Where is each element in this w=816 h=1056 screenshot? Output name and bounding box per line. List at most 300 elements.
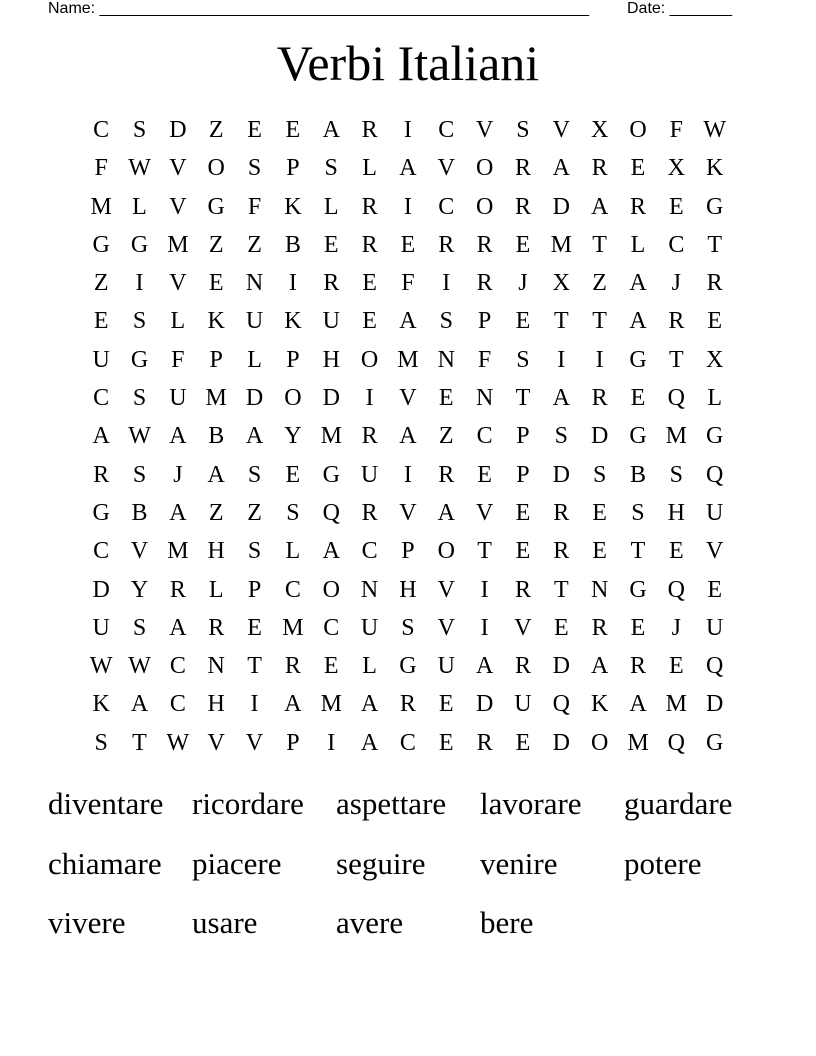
grid-cell: R [476, 270, 493, 297]
grid-cell: D [552, 193, 570, 220]
grid-cell: D [590, 423, 609, 450]
grid-cell: V [552, 117, 570, 143]
grid-cell: E [515, 499, 531, 526]
grid-row [82, 188, 734, 226]
grid-row [82, 647, 734, 685]
grid-cell: V [475, 117, 494, 143]
grid-cell: A [552, 385, 570, 412]
grid-cell: A [169, 423, 187, 450]
grid-cell: H [322, 346, 340, 373]
grid-cell: P [286, 155, 300, 182]
grid-cell: B [131, 499, 148, 526]
grid-cell: C [668, 231, 685, 258]
grid-cell: A [399, 308, 417, 335]
grid-cell: Y [284, 423, 302, 450]
grid-cell: O [629, 117, 647, 143]
grid-cell: R [514, 193, 531, 220]
grid-cell: O [590, 729, 609, 756]
word-list-item: ricordare [192, 786, 304, 821]
grid-cell: D [552, 729, 570, 756]
grid-cell: M [167, 538, 189, 565]
grid-cell: T [247, 653, 262, 680]
grid-cell: I [403, 193, 412, 220]
grid-cell: M [665, 423, 687, 450]
grid-cell: Z [247, 499, 262, 526]
grid-cell: P [247, 576, 262, 603]
grid-cell: M [550, 231, 572, 258]
grid-cell: A [169, 499, 187, 526]
grid-cell: R [169, 576, 186, 603]
grid-row [82, 149, 734, 187]
grid-cell: F [401, 270, 415, 297]
grid-cell: G [130, 231, 149, 258]
grid-cell: E [477, 461, 492, 488]
grid-cell: E [208, 270, 224, 297]
grid-cell: A [629, 308, 647, 335]
grid-cell: C [438, 117, 455, 143]
grid-cell: Y [130, 576, 149, 603]
grid-cell: O [207, 155, 225, 182]
grid-cell: G [130, 346, 149, 373]
grid-cell: H [399, 576, 417, 603]
grid-cell: K [284, 193, 302, 220]
grid-cell: A [92, 423, 110, 450]
grid-cell: E [630, 614, 646, 641]
grid-cell: E [323, 231, 339, 258]
grid-cell: E [285, 117, 301, 143]
grid-cell: S [132, 461, 147, 488]
grid-cell: U [322, 308, 340, 335]
grid-cell: V [169, 155, 187, 182]
grid-cell: G [207, 193, 225, 220]
grid-cell: G [322, 461, 340, 488]
grid-cell: Z [592, 270, 607, 297]
grid-cell: Z [208, 231, 224, 258]
grid-cell: T [515, 385, 531, 412]
grid-cell: X [552, 270, 570, 297]
grid-cell: R [399, 691, 416, 718]
grid-cell: G [399, 653, 417, 680]
grid-cell: L [208, 576, 224, 603]
grid-cell: D [475, 691, 494, 718]
grid-cell: R [514, 653, 531, 680]
grid-cell: I [403, 461, 412, 488]
grid-cell: J [173, 461, 183, 488]
grid-cell: N [207, 653, 225, 680]
grid-cell: E [247, 117, 262, 143]
grid-cell: D [169, 117, 187, 143]
grid-cell: I [403, 117, 412, 143]
grid-cell: A [284, 691, 302, 718]
grid-cell: A [169, 614, 187, 641]
grid-row [82, 724, 734, 762]
grid-cell: N [360, 576, 379, 603]
grid-cell: E [93, 308, 109, 335]
grid-cell: O [360, 346, 379, 373]
grid-cell: I [557, 346, 566, 373]
grid-cell: G [706, 193, 724, 220]
grid-cell: N [475, 385, 494, 412]
grid-cell: P [209, 346, 223, 373]
grid-cell: P [516, 423, 530, 450]
grid-cell: E [515, 729, 531, 756]
grid-cell: D [92, 576, 110, 603]
grid-cell: I [442, 270, 451, 297]
grid-cell: I [480, 614, 489, 641]
grid-cell: I [480, 576, 489, 603]
grid-cell: E [553, 614, 569, 641]
grid-cell: L [323, 193, 339, 220]
grid-cell: S [247, 461, 262, 488]
grid-cell: A [399, 423, 417, 450]
grid-cell: F [669, 117, 683, 143]
grid-cell: R [591, 385, 608, 412]
grid-cell: V [514, 614, 532, 641]
grid-cell: W [128, 653, 151, 680]
grid-cell: U [514, 691, 532, 718]
grid-row [82, 226, 734, 264]
grid-cell: S [516, 117, 530, 143]
grid-cell: Q [667, 729, 685, 756]
grid-cell: E [668, 538, 684, 565]
grid-cell: K [590, 691, 609, 718]
grid-cell: G [629, 346, 647, 373]
grid-cell: P [286, 729, 300, 756]
grid-cell: R [629, 193, 646, 220]
grid-cell: Q [667, 576, 685, 603]
word-list-item: piacere [192, 845, 282, 881]
grid-cell: D [552, 461, 570, 488]
grid-cell: A [207, 461, 225, 488]
grid-cell: E [630, 385, 646, 412]
grid-cell: H [207, 538, 225, 565]
grid-cell: S [286, 499, 300, 526]
grid-cell: O [475, 193, 494, 220]
grid-row [82, 379, 734, 417]
grid-cell: I [365, 385, 374, 412]
grid-cell: R [476, 729, 493, 756]
grid-cell: B [284, 231, 301, 258]
grid-row [82, 302, 734, 340]
grid-cell: T [592, 308, 607, 335]
grid-cell: V [437, 576, 455, 603]
grid-cell: U [437, 653, 455, 680]
grid-cell: A [322, 117, 340, 143]
grid-cell: R [284, 653, 301, 680]
grid-cell: A [590, 653, 609, 680]
grid-row [82, 685, 734, 723]
grid-cell: L [247, 346, 262, 373]
grid-cell: S [669, 461, 683, 488]
grid-cell: A [437, 499, 455, 526]
grid-cell: G [706, 729, 724, 756]
grid-cell: T [668, 346, 684, 373]
grid-cell: Z [208, 499, 224, 526]
grid-cell: D [322, 385, 340, 412]
grid-cell: N [437, 346, 455, 373]
grid-cell: S [94, 729, 108, 756]
grid-cell: I [250, 691, 259, 718]
grid-cell: R [591, 614, 608, 641]
grid-cell: P [516, 461, 530, 488]
grid-cell: Z [93, 270, 109, 297]
grid-cell: E [323, 653, 339, 680]
grid-cell: R [514, 576, 531, 603]
grid-cell: V [437, 614, 455, 641]
grid-cell: S [401, 614, 415, 641]
grid-cell: R [361, 193, 378, 220]
grid-cell: T [592, 231, 607, 258]
grid-cell: F [171, 346, 185, 373]
grid-cell: Z [247, 231, 262, 258]
grid-cell: S [516, 346, 530, 373]
grid-cell: X [706, 346, 724, 373]
grid-cell: M [320, 423, 342, 450]
grid-cell: T [132, 729, 147, 756]
grid-cell: N [590, 576, 609, 603]
grid-cell: U [706, 614, 724, 641]
word-list-item: diventare [48, 786, 164, 821]
grid-cell: E [285, 461, 301, 488]
grid-cell: R [361, 231, 378, 258]
grid-cell: T [707, 231, 722, 258]
grid-cell: K [284, 308, 302, 335]
grid-row [82, 341, 734, 379]
grid-cell: E [707, 576, 722, 603]
grid-cell: A [552, 155, 570, 182]
word-list-item: avere [336, 905, 404, 940]
grid-cell: Z [208, 117, 224, 143]
grid-cell: Q [706, 653, 724, 680]
grid-cell: M [665, 691, 687, 718]
grid-row [82, 532, 734, 570]
grid-cell: C [476, 423, 493, 450]
grid-cell: M [397, 346, 419, 373]
grid-cell: E [515, 538, 531, 565]
grid-cell: V [399, 499, 417, 526]
grid-cell: J [518, 270, 528, 297]
grid-cell: J [671, 614, 681, 641]
grid-cell: E [438, 729, 454, 756]
grid-cell: S [631, 499, 645, 526]
grid-cell: M [627, 729, 649, 756]
grid-cell: R [361, 117, 378, 143]
grid-cell: C [169, 653, 186, 680]
grid-cell: K [207, 308, 225, 335]
grid-cell: S [132, 308, 147, 335]
grid-cell: M [205, 385, 227, 412]
grid-cell: C [438, 193, 455, 220]
grid-cell: C [93, 385, 110, 412]
grid-cell: E [515, 231, 531, 258]
grid-cell: E [707, 308, 722, 335]
letter-grid [82, 111, 734, 762]
grid-cell: U [92, 346, 110, 373]
grid-cell: Q [322, 499, 340, 526]
grid-cell: L [362, 155, 377, 182]
grid-cell: E [630, 155, 646, 182]
grid-cell: O [284, 385, 302, 412]
grid-cell: K [706, 155, 724, 182]
name-field: Name: _______________________________________________________ [48, 0, 589, 17]
grid-cell: N [245, 270, 264, 297]
grid-cell: R [476, 231, 493, 258]
grid-cell: F [477, 346, 492, 373]
grid-cell: P [286, 346, 300, 373]
grid-cell: V [245, 729, 264, 756]
grid-cell: S [554, 423, 568, 450]
grid-cell: E [362, 308, 377, 335]
grid-cell: L [170, 308, 186, 335]
grid-cell: Q [552, 691, 570, 718]
grid-cell: B [629, 461, 646, 488]
grid-row [82, 264, 734, 302]
grid-cell: V [475, 499, 494, 526]
grid-cell: L [630, 231, 646, 258]
grid-cell: K [92, 691, 110, 718]
grid-cell: R [93, 461, 110, 488]
grid-row [82, 494, 734, 532]
grid-cell: W [703, 117, 726, 143]
grid-cell: Z [438, 423, 454, 450]
grid-row [82, 111, 734, 149]
grid-cell: X [590, 117, 609, 143]
grid-cell: A [360, 729, 379, 756]
page-title: Verbi Italiani [276, 35, 540, 91]
word-list [48, 782, 768, 961]
grid-cell: I [288, 270, 297, 297]
grid-cell: G [629, 576, 647, 603]
grid-cell: A [245, 423, 264, 450]
grid-cell: M [320, 691, 342, 718]
grid-cell: L [285, 538, 301, 565]
grid-cell: C [323, 614, 340, 641]
grid-cell: I [595, 346, 604, 373]
grid-cell: E [515, 308, 531, 335]
grid-cell: E [247, 614, 262, 641]
grid-cell: Q [706, 461, 724, 488]
grid-cell: E [592, 499, 607, 526]
grid-cell: V [706, 538, 724, 565]
grid-cell: S [132, 614, 147, 641]
grid-cell: S [247, 155, 262, 182]
grid-cell: A [629, 691, 647, 718]
grid-cell: H [207, 691, 225, 718]
grid-cell: M [282, 614, 304, 641]
grid-cell: R [323, 270, 340, 297]
grid-cell: U [360, 461, 379, 488]
grid-cell: E [438, 691, 454, 718]
grid-cell: U [169, 385, 187, 412]
grid-cell: W [128, 423, 151, 450]
grid-cell: I [135, 270, 144, 297]
grid-cell: C [93, 538, 110, 565]
grid-row [82, 456, 734, 494]
grid-cell: P [477, 308, 492, 335]
grid-row [82, 571, 734, 609]
grid-cell: R [438, 461, 455, 488]
grid-cell: L [132, 193, 147, 220]
grid-cell: T [553, 308, 569, 335]
word-list-item: usare [192, 905, 258, 940]
grid-cell: S [439, 308, 453, 335]
grid-cell: X [667, 155, 685, 182]
grid-cell: E [362, 270, 377, 297]
grid-cell: T [553, 576, 569, 603]
date-field: Date: _______ [627, 0, 732, 17]
word-list-item: lavorare [480, 786, 582, 821]
grid-cell: V [169, 270, 187, 297]
grid-cell: S [592, 461, 607, 488]
grid-cell: O [475, 155, 494, 182]
grid-cell: S [132, 117, 147, 143]
grid-cell: W [166, 729, 190, 756]
grid-cell: A [399, 155, 417, 182]
grid-cell: U [360, 614, 379, 641]
grid-cell: T [477, 538, 492, 565]
grid-cell: R [706, 270, 723, 297]
word-list-item: aspettare [336, 786, 447, 821]
grid-cell: R [668, 308, 685, 335]
grid-cell: H [667, 499, 685, 526]
grid-cell: T [630, 538, 646, 565]
grid-cell: J [671, 270, 681, 297]
grid-cell: D [552, 653, 570, 680]
grid-cell: C [284, 576, 301, 603]
grid-cell: G [92, 499, 110, 526]
grid-cell: E [668, 653, 684, 680]
grid-cell: V [169, 193, 187, 220]
grid-cell: C [93, 117, 110, 143]
grid-cell: E [438, 385, 454, 412]
word-list-item: potere [624, 845, 702, 881]
grid-cell: S [132, 385, 147, 412]
grid-cell: S [247, 538, 262, 565]
grid-cell: C [399, 729, 416, 756]
grid-cell: O [322, 576, 340, 603]
grid-cell: U [706, 499, 724, 526]
grid-cell: M [167, 231, 189, 258]
grid-cell: A [590, 193, 609, 220]
grid-cell: C [169, 691, 186, 718]
grid-cell: V [130, 538, 149, 565]
grid-cell: R [361, 499, 378, 526]
word-list-item: guardare [624, 786, 733, 821]
grid-cell: D [245, 385, 264, 412]
grid-cell: A [360, 691, 379, 718]
grid-cell: U [92, 614, 110, 641]
grid-cell: G [92, 231, 110, 258]
grid-cell: R [553, 499, 570, 526]
grid-cell: C [361, 538, 378, 565]
grid-cell: W [89, 653, 113, 680]
grid-cell: F [247, 193, 262, 220]
grid-cell: R [629, 653, 646, 680]
grid-cell: E [592, 538, 607, 565]
grid-cell: R [591, 155, 608, 182]
word-list-item: venire [480, 845, 558, 881]
grid-cell: M [90, 193, 112, 220]
grid-cell: R [208, 614, 225, 641]
grid-cell: V [437, 155, 455, 182]
grid-cell: Q [667, 385, 685, 412]
grid-cell: G [629, 423, 647, 450]
grid-cell: I [327, 729, 336, 756]
grid-cell: R [553, 538, 570, 565]
grid-cell: R [361, 423, 378, 450]
grid-cell: W [128, 155, 151, 182]
word-list-item: bere [480, 905, 534, 940]
